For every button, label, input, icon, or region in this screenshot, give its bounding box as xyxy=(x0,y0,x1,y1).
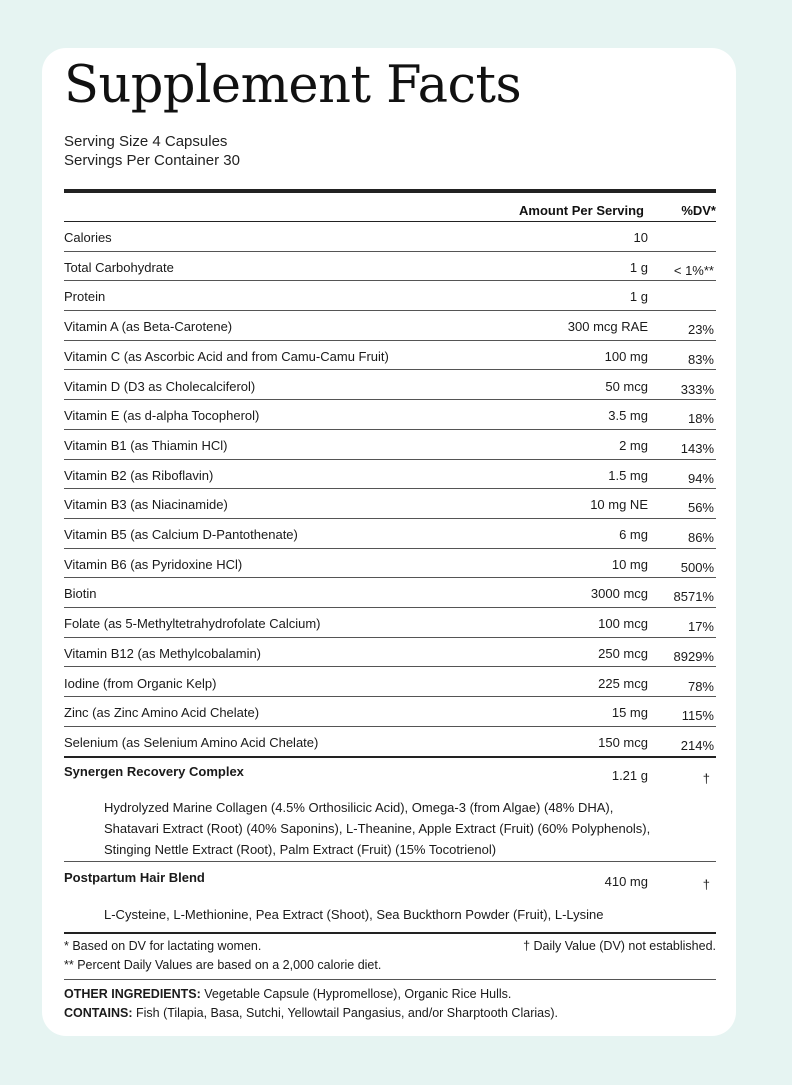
contains-label: CONTAINS: xyxy=(64,1006,133,1020)
nutrient-amount: 10 xyxy=(633,230,648,245)
nutrient-amount: 1 g xyxy=(629,289,648,305)
nutrient-name: Vitamin B1 (as Thiamin HCl) xyxy=(64,437,228,453)
footnote-rule xyxy=(64,932,716,934)
nutrient-row xyxy=(64,430,716,460)
footnote-dagger: † Daily Value (DV) not established. xyxy=(523,939,716,953)
nutrient-row xyxy=(64,638,716,668)
nutrient-row xyxy=(64,341,716,371)
other-ingredients-text: Vegetable Capsule (Hypromellose), Organic Rice Hulls. xyxy=(200,987,512,1001)
serving-size: Serving Size 4 Capsules xyxy=(64,133,228,150)
nutrient-name: Iodine (from Organic Kelp) xyxy=(64,675,217,691)
nutrient-name: Vitamin D (D3 as Cholecalciferol) xyxy=(64,378,256,394)
nutrient-amount: 100 mg xyxy=(604,348,648,364)
nutrient-dv: 500% xyxy=(680,559,714,575)
nutrient-row xyxy=(64,460,716,490)
hair-blend-dv: † xyxy=(702,877,710,892)
nutrient-dv: 8571% xyxy=(673,589,714,605)
nutrient-dv: 214% xyxy=(680,737,714,753)
nutrient-amount: 3.5 mg xyxy=(608,408,648,424)
nutrient-amount: 300 mcg RAE xyxy=(567,319,648,335)
contains-text: Fish (Tilapia, Basa, Sutchi, Yellowtail Pangasius, and/or Sharptooth Clarias). xyxy=(132,1006,558,1020)
nutrient-row xyxy=(64,668,716,698)
nutrient-dv: 17% xyxy=(687,619,714,635)
nutrient-row xyxy=(64,311,716,341)
nutrient-amount: 1.5 mg xyxy=(608,467,648,483)
other-divider xyxy=(64,979,716,980)
dv-header: %DV* xyxy=(681,203,716,218)
nutrient-amount: 3000 mcg xyxy=(590,586,648,602)
top-thick-rule xyxy=(64,189,716,193)
nutrient-amount: 150 mcg xyxy=(598,734,648,750)
nutrient-name: Vitamin A (as Beta-Carotene) xyxy=(64,319,233,335)
nutrient-dv: 78% xyxy=(687,678,714,694)
nutrient-dv: 115% xyxy=(681,708,714,724)
nutrient-row xyxy=(64,697,716,727)
nutrient-dv: 56% xyxy=(687,500,714,516)
nutrient-dv: 8929% xyxy=(673,648,714,664)
hair-blend-amount: 410 mg xyxy=(604,874,648,889)
nutrient-name: Biotin xyxy=(64,586,97,602)
nutrient-row xyxy=(64,222,716,252)
nutrient-amount: 1 g xyxy=(629,259,648,275)
nutrient-row xyxy=(64,578,716,608)
nutrient-amount: 50 mcg xyxy=(605,378,648,394)
nutrient-name: Calories xyxy=(64,230,112,245)
nutrient-row xyxy=(64,371,716,401)
nutrient-name: Total Carbohydrate xyxy=(64,259,174,275)
nutrient-dv: 94% xyxy=(687,470,714,486)
nutrient-dv: 18% xyxy=(687,411,714,427)
other-ingredients xyxy=(64,987,511,1001)
nutrient-name: Protein xyxy=(64,289,106,305)
page-title: Supplement Facts xyxy=(64,56,522,115)
nutrient-dv: 143% xyxy=(680,440,714,456)
nutrient-name: Vitamin B2 (as Riboflavin) xyxy=(64,467,214,483)
nutrient-row xyxy=(64,281,716,311)
nutrient-name: Vitamin B5 (as Calcium D-Pantothenate) xyxy=(64,527,298,542)
nutrient-amount: 225 mcg xyxy=(598,675,648,691)
contains-statement xyxy=(64,1006,558,1020)
nutrient-dv: 23% xyxy=(687,322,714,338)
nutrient-dv: 333% xyxy=(680,381,714,397)
nutrient-amount: 10 mg NE xyxy=(590,497,648,513)
nutrient-row xyxy=(64,252,716,282)
nutrient-row xyxy=(64,608,716,638)
nutrient-row xyxy=(64,519,716,549)
hair-blend-ingredients: L-Cysteine, L-Methionine, Pea Extract (Shoot), Sea Buckthorn Powder (Fruit), L-Lysine xyxy=(104,907,604,922)
nutrient-name: Vitamin E (as d-alpha Tocopherol) xyxy=(64,408,260,424)
amount-header: Amount Per Serving xyxy=(519,203,644,218)
servings-per-container: Servings Per Container 30 xyxy=(64,152,240,169)
nutrient-row xyxy=(64,549,716,579)
nutrient-name: Vitamin B6 (as Pyridoxine HCl) xyxy=(64,556,243,572)
nutrient-name: Vitamin B3 (as Niacinamide) xyxy=(64,497,228,513)
nutrient-dv: 86% xyxy=(687,530,714,545)
footnote-lactating: * Based on DV for lactating women. xyxy=(64,939,262,953)
nutrient-amount: 10 mg xyxy=(611,556,648,572)
nutrient-row xyxy=(64,727,716,758)
nutrient-amount: 15 mg xyxy=(611,705,648,721)
synergen-amount: 1.21 g xyxy=(611,768,648,783)
nutrient-name: Vitamin C (as Ascorbic Acid and from Camu-Camu Fruit) xyxy=(64,348,389,364)
nutrient-amount: 250 mcg xyxy=(598,645,648,661)
section-divider xyxy=(64,861,716,862)
nutrient-dv: < 1%** xyxy=(673,262,714,278)
synergen-dv: † xyxy=(702,771,710,786)
other-ingredients-label: OTHER INGREDIENTS: xyxy=(64,987,201,1001)
nutrient-name: Folate (as 5-Methyltetrahydrofolate Calcium) xyxy=(64,616,321,632)
footnote-calorie: ** Percent Daily Values are based on a 2,000 calorie diet. xyxy=(64,958,382,972)
nutrient-amount: 6 mg xyxy=(619,527,648,542)
nutrient-amount: 100 mcg xyxy=(598,616,648,632)
synergen-name: Synergen Recovery Complex xyxy=(64,764,244,779)
nutrient-dv: 83% xyxy=(687,351,714,367)
hair-blend-name: Postpartum Hair Blend xyxy=(64,870,205,885)
nutrient-row xyxy=(64,400,716,430)
synergen-ingredients: Hydrolyzed Marine Collagen (4.5% Orthosilicic Acid), Omega-3 (from Algae) (48% DHA), Shatavari Extract (Root) (40% Saponins), L-Theanine, Apple Extract (Fruit) (60% Polyphenols), Stinging Nettle Extract (Root), Palm Extract (Fruit) (15% Tocotrienol) xyxy=(104,800,651,857)
nutrient-amount: 2 mg xyxy=(619,437,648,453)
nutrient-name: Selenium (as Selenium Amino Acid Chelate) xyxy=(64,734,319,750)
nutrient-name: Vitamin B12 (as Methylcobalamin) xyxy=(64,645,262,661)
nutrient-name: Zinc (as Zinc Amino Acid Chelate) xyxy=(64,705,260,721)
nutrient-row xyxy=(64,489,716,519)
